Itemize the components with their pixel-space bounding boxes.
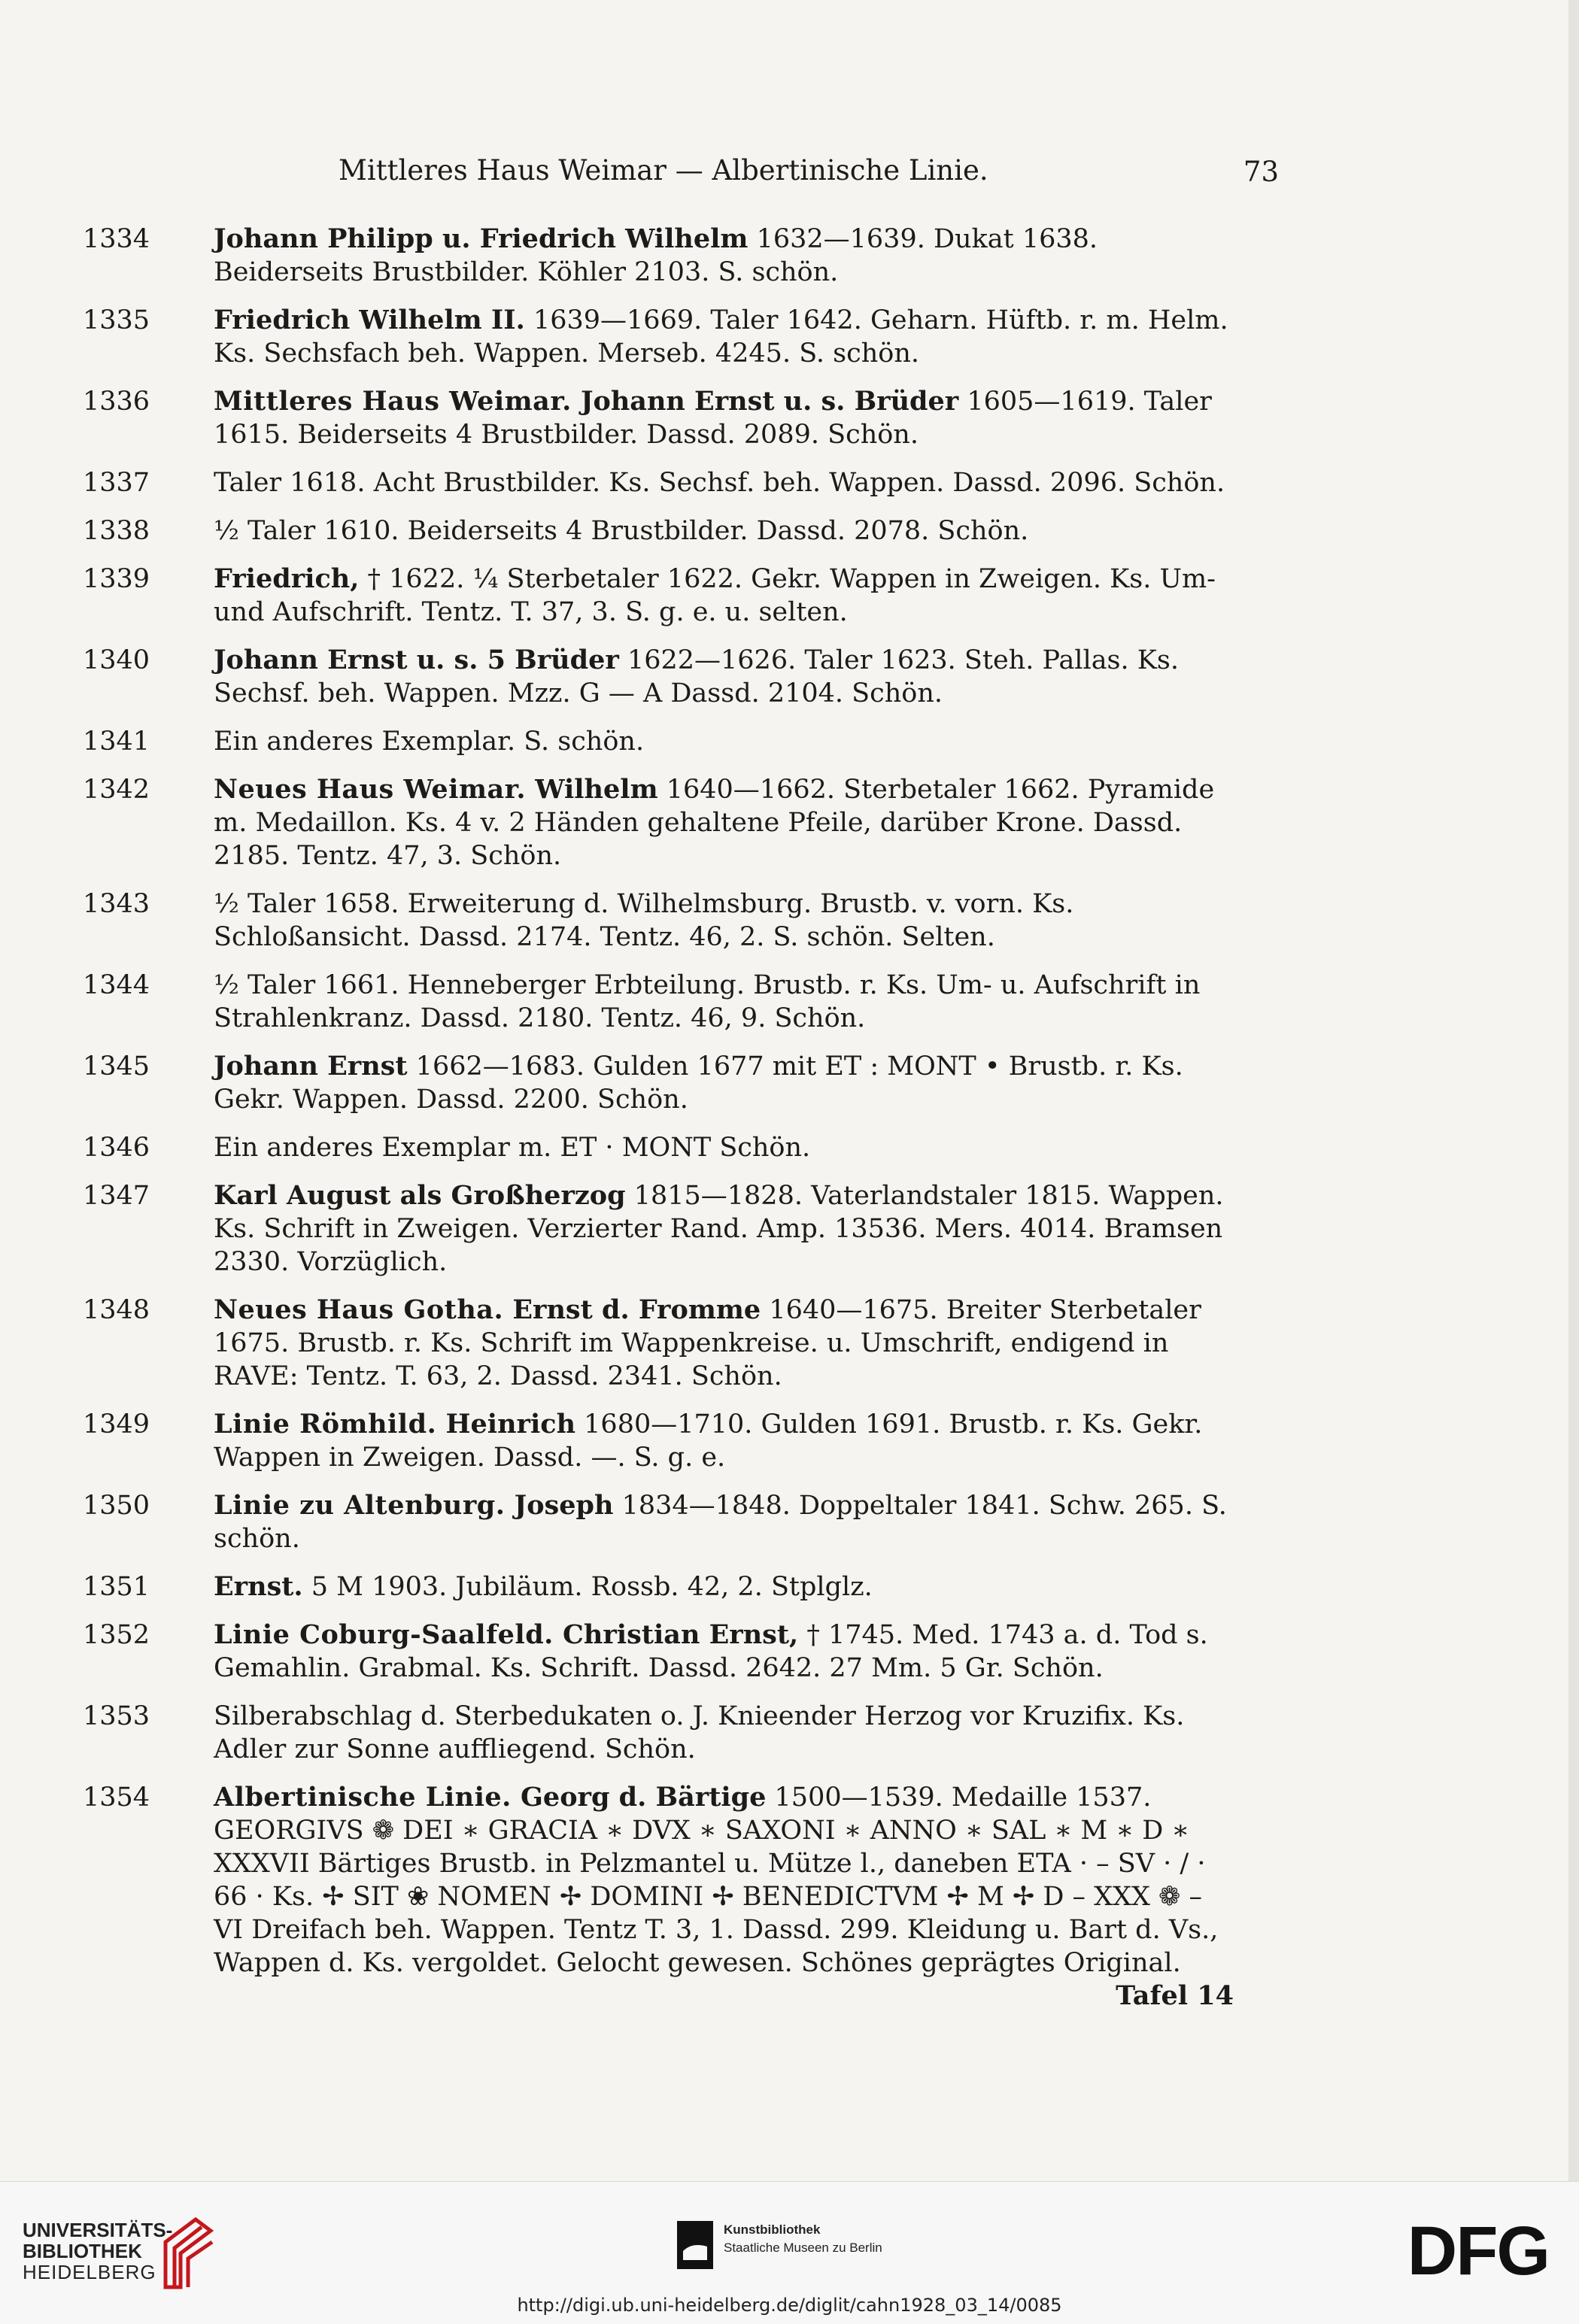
ruler-name: Friedrich Wilhelm II. [214, 305, 525, 335]
section-lemma: Linie zu Altenburg. [214, 1490, 506, 1521]
catalog-entries [83, 223, 1234, 2013]
section-lemma: Linie Coburg-Saalfeld. [214, 1619, 554, 1650]
lot-number: 1344 [83, 970, 150, 1000]
lot-number: 1349 [83, 1409, 150, 1440]
ruler-name: Georg d. Bärtige [511, 1782, 767, 1813]
kb-line-2: Staatliche Museen zu Berlin [724, 2241, 882, 2255]
catalog-entry [83, 1489, 1234, 1555]
ruler-name: Heinrich [436, 1409, 576, 1440]
catalog-entry [83, 1781, 1234, 2011]
section-lemma: Mittleres Haus Weimar. [214, 386, 572, 417]
catalog-entry [83, 969, 1234, 1035]
kunstbibliothek-logo-icon [677, 2221, 713, 2269]
running-header [339, 154, 1279, 199]
ruler-name: Karl August als Großherzog [214, 1180, 626, 1211]
lot-details: Taler 1618. Acht Brustbilder. Ks. Sechsf. beh. Wappen. Dassd. 2096. Schön. [214, 468, 1225, 498]
uni-line-2: BIBLIOTHEK [23, 2240, 142, 2262]
lot-number: 1335 [83, 305, 150, 335]
ruler-name: Ernst. [214, 1571, 303, 1602]
catalog-entry [83, 1700, 1234, 1766]
permalink-url[interactable]: http://digi.ub.uni-heidelberg.de/diglit/cahn1928_03_14/0085 [517, 2295, 1062, 2316]
catalog-entry [83, 385, 1234, 451]
lot-description [214, 304, 1234, 370]
lot-details: 1622—1626. Taler 1623. Steh. Pallas. Ks. Sechsf. beh. Wappen. Mzz. G — A Dassd. 2104. Schön. [214, 645, 1180, 708]
catalog-entry [83, 773, 1234, 872]
catalog-entry [83, 1619, 1234, 1685]
section-lemma: Linie Römhild. [214, 1409, 437, 1440]
catalog-entry [83, 1294, 1234, 1393]
lot-description [214, 1700, 1234, 1766]
lot-description [214, 466, 1234, 499]
lot-description [214, 969, 1234, 1035]
catalog-entry [83, 887, 1234, 954]
dfg-logo: DFG [1407, 2213, 1549, 2289]
ruler-name: Wilhelm [526, 774, 658, 805]
kb-line-1: Kunstbibliothek [724, 2222, 821, 2237]
ruler-name: Johann Philipp u. Friedrich Wilhelm [214, 223, 749, 254]
lot-details: 1639—1669. Taler 1642. Geharn. Hüftb. r. m. Helm. Ks. Sechsfach beh. Wappen. Merseb. 4245. S. schön. [214, 305, 1228, 369]
uni-line-3: HEIDELBERG [23, 2261, 156, 2283]
catalog-entry [83, 1570, 1234, 1603]
lot-number: 1343 [83, 889, 150, 919]
lot-details: 1834—1848. Doppeltaler 1841. Schw. 265. S. schön. [214, 1491, 1227, 1554]
lot-details: ½ Taler 1658. Erweiterung d. Wilhelmsburg. Brustb. v. vorn. Ks. Schloßansicht. Dassd. 2174. Tentz. 46, 2. S. schön. Selten. [214, 889, 1074, 952]
lot-number: 1354 [83, 1782, 150, 1813]
uni-line-1: UNIVERSITÄTS- [23, 2219, 173, 2241]
lot-number: 1353 [83, 1701, 150, 1731]
heidelberg-library-wordmark [23, 2219, 172, 2283]
page-edge-shadow [1568, 0, 1579, 2181]
lot-description [214, 1294, 1234, 1393]
lot-description [214, 725, 1234, 758]
catalog-entry [83, 466, 1234, 499]
ruler-name: Joseph [505, 1490, 614, 1521]
lot-details: † 1622. ¼ Sterbetaler 1622. Gekr. Wappen in Zweigen. Ks. Um- und Aufschrift. Tentz. T. 37, 3. S. g. e. u. selten. [214, 564, 1216, 627]
ruler-name: Johann Ernst u. s. 5 Brüder [214, 645, 619, 675]
lot-number: 1351 [83, 1572, 150, 1602]
catalog-entry [83, 1131, 1234, 1164]
lot-description [214, 1050, 1234, 1116]
lot-details: † 1745. Med. 1743 a. d. Tod s. Gemahlin. Grabmal. Ks. Schrift. Dassd. 2642. 27 Mm. 5 Gr. Schön. [214, 1620, 1208, 1683]
page-number: 73 [1243, 156, 1279, 188]
lot-description [214, 1179, 1234, 1279]
lot-description [214, 887, 1234, 954]
lot-description [214, 563, 1234, 629]
heidelberg-logo-icon [158, 2212, 218, 2295]
lot-description [214, 1619, 1234, 1685]
lot-description [214, 1570, 1234, 1603]
section-lemma: Albertinische Linie. [214, 1782, 512, 1813]
lot-description [214, 514, 1234, 548]
catalog-entry [83, 1179, 1234, 1279]
section-lemma: Neues Haus Gotha. [214, 1294, 504, 1325]
lot-details: 1640—1675. Breiter Sterbetaler 1675. Brustb. r. Ks. Schrift im Wappenkreise. u. Umschrift, endigend in RAVE: Tentz. T. 63, 2. Dassd. 2341. Schön. [214, 1295, 1201, 1391]
lot-details: 1640—1662. Sterbetaler 1662. Pyramide m. Medaillon. Ks. 4 v. 2 Händen gehaltene Pfeile, darüber Krone. Dassd. 2185. Tentz. 47, 3. Schön. [214, 775, 1215, 871]
catalog-entry [83, 223, 1234, 289]
lot-description [214, 644, 1234, 710]
lot-details: 1500—1539. Medaille 1537. GEORGIVS ❁ DEI ∗ GRACIA ∗ DVX ∗ SAXONI ∗ ANNO ∗ SAL ∗ M ∗ D ∗ XXXVII Bärtiges Brustb. in Pelzmantel u. Mütze l., daneben ETA · – SV · / · 66 · Ks. ✢ SIT ❀ NOMEN ✢ DOMINI ✢ BENEDICTVM ✢ M ✢ D – XXX ❁ – VI Dreifach beh. Wappen. Tentz T. 3, 1. Dassd. 299. Kleidung u. Bart d. Vs., Wappen d. Ks. vergoldet. Gelocht gewesen. Schönes geprägtes Original. [214, 1782, 1219, 1978]
viewer-footer [0, 2181, 1579, 2324]
ruler-name: Ernst d. Fromme [503, 1294, 761, 1325]
ruler-name: Christian Ernst, [553, 1619, 799, 1650]
running-title: Mittleres Haus Weimar — Albertinische Linie. [339, 154, 988, 187]
section-lemma: Neues Haus Weimar. [214, 774, 527, 805]
lot-details: 1662—1683. Gulden 1677 mit ET : MONT • Brustb. r. Ks. Gekr. Wappen. Dassd. 2200. Schön. [214, 1051, 1183, 1115]
lot-description [214, 1131, 1234, 1164]
lot-description [214, 1408, 1234, 1474]
lot-description [214, 1489, 1234, 1555]
lot-details: 5 M 1903. Jubiläum. Rossb. 42, 2. Stplglz. [302, 1572, 873, 1602]
lot-number: 1347 [83, 1181, 150, 1211]
lot-number: 1342 [83, 775, 150, 805]
lot-number: 1340 [83, 645, 150, 675]
lot-number: 1339 [83, 564, 150, 594]
lot-details: 1680—1710. Gulden 1691. Brustb. r. Ks. Gekr. Wappen in Zweigen. Dassd. —. S. g. e. [214, 1409, 1203, 1473]
catalog-entry [83, 1408, 1234, 1474]
lot-details: ½ Taler 1610. Beiderseits 4 Brustbilder. Dassd. 2078. Schön. [214, 516, 1029, 546]
catalog-entry [83, 644, 1234, 710]
catalog-entry [83, 563, 1234, 629]
catalog-entry [83, 1050, 1234, 1116]
catalog-entry [83, 514, 1234, 548]
lot-details: Ein anderes Exemplar m. ET · MONT Schön. [214, 1133, 811, 1163]
lot-number: 1337 [83, 468, 150, 498]
lot-number: 1352 [83, 1620, 150, 1650]
catalog-entry [83, 725, 1234, 758]
lot-number: 1350 [83, 1491, 150, 1521]
lot-description [214, 385, 1234, 451]
lot-description [214, 1781, 1234, 2011]
lot-details: Ein anderes Exemplar. S. schön. [214, 727, 645, 757]
lot-number: 1346 [83, 1133, 150, 1163]
catalog-entry [83, 304, 1234, 370]
lot-description [214, 223, 1234, 289]
lot-details: 1605—1619. Taler 1615. Beiderseits 4 Brustbilder. Dassd. 2089. Schön. [214, 387, 1212, 450]
lot-details: ½ Taler 1661. Henneberger Erbteilung. Brustb. r. Ks. Um- u. Aufschrift in Strahlenkranz. Dassd. 2180. Tentz. 46, 9. Schön. [214, 970, 1201, 1033]
ruler-name: Johann Ernst [214, 1051, 408, 1082]
ruler-name: Friedrich, [214, 563, 360, 594]
lot-details: 1815—1828. Vaterlandstaler 1815. Wappen. Ks. Schrift in Zweigen. Verzierter Rand. Amp. 13536. Mers. 4014. Bramsen 2330. Vorzüglich. [214, 1181, 1224, 1277]
lot-details: 1632—1639. Dukat 1638. Beiderseits Brustbilder. Köhler 2103. S. schön. [214, 224, 1098, 287]
lot-number: 1345 [83, 1051, 150, 1082]
plate-reference: Tafel 14 [1116, 1980, 1234, 2011]
lot-details: Silberabschlag d. Sterbedukaten o. J. Knieender Herzog vor Kruzifix. Ks. Adler zur Sonne auffliegend. Schön. [214, 1701, 1185, 1764]
lot-number: 1334 [83, 224, 150, 254]
lot-description [214, 773, 1234, 872]
lot-number: 1336 [83, 387, 150, 417]
lot-number: 1338 [83, 516, 150, 546]
lot-number: 1348 [83, 1295, 150, 1325]
lot-number: 1341 [83, 727, 150, 757]
ruler-name: Johann Ernst u. s. Brüder [571, 386, 959, 417]
